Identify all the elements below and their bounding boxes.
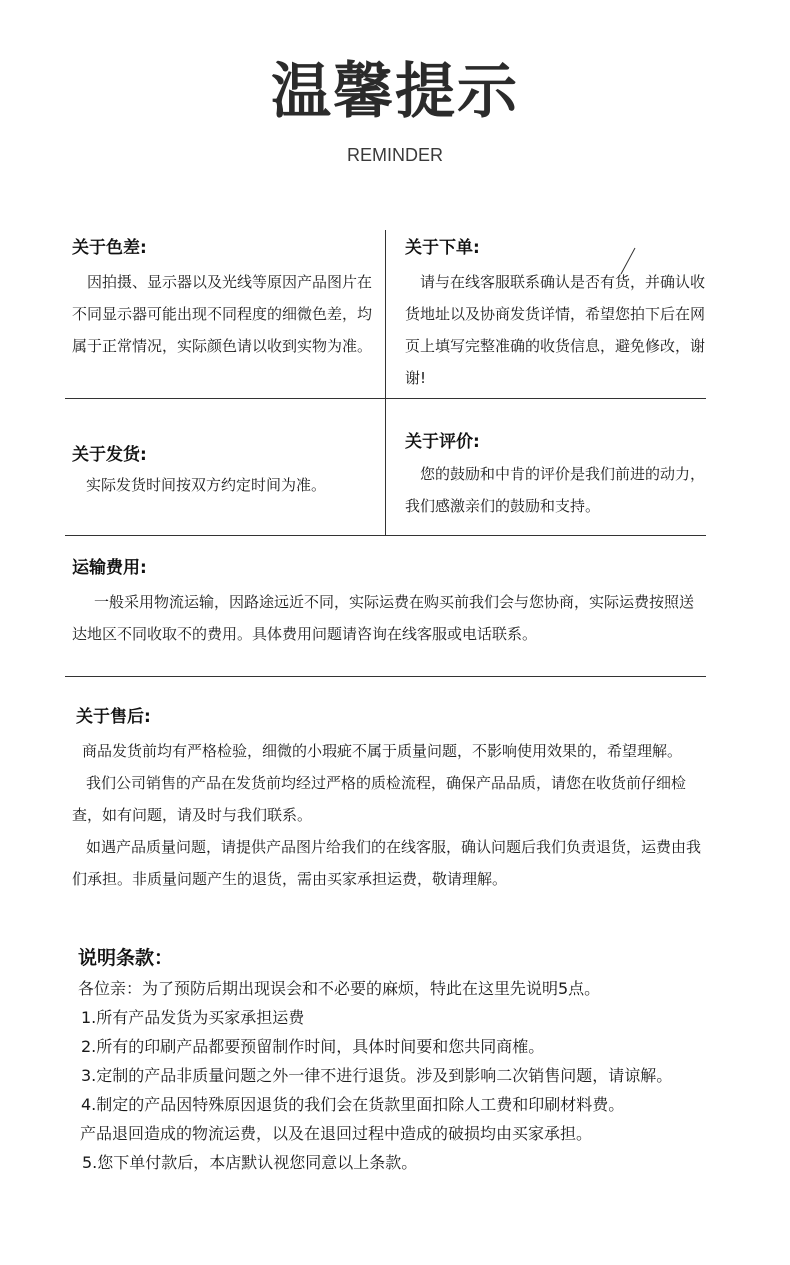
section-heading: 关于色差:	[72, 238, 147, 258]
page-title: 温馨提示	[271, 57, 519, 127]
terms-line: 各位亲：为了预防后期出现误会和不必要的麻烦，特此在这里先说明5点。	[78, 979, 601, 998]
grid-divider-vertical-top	[385, 230, 386, 398]
section-heading: 关于发货:	[72, 445, 147, 465]
terms-list	[78, 974, 768, 1177]
after-sales-paragraph: 商品发货前均有严格检验，细微的小瑕疵不属于质量问题，不影响使用效果的，希望理解。	[82, 742, 683, 760]
section-body: 实际发货时间按双方约定时间为准。	[86, 476, 327, 494]
section-heading: 关于售后:	[76, 707, 151, 727]
terms-line: 3.定制的产品非质量问题之外一律不进行退货。涉及到影响二次销售问题，请谅解。	[81, 1066, 673, 1085]
terms-line: 1.所有产品发货为买家承担运费	[81, 1008, 305, 1027]
section-heading: 说明条款：	[78, 947, 174, 969]
section-body: 请与在线客服联系确认是否有货，并确认收货地址以及协商发货详情，希望您拍下后在网页上填写完整准确的收货信息，避免修改，谢谢!	[405, 273, 706, 387]
after-sales-paragraph: 我们公司销售的产品在发货前均经过严格的质检流程，确保产品品质，请您在收货前仔细检查，如有问题，请及时与我们联系。	[72, 774, 687, 824]
terms-line: 5.您下单付款后，本店默认视您同意以上条款。	[82, 1153, 418, 1172]
page-subtitle: REMINDER	[346, 145, 443, 165]
terms-line: 4.制定的产品因特殊原因退货的我们会在货款里面扣除人工费和印刷材料费。	[81, 1095, 625, 1114]
terms-line: 产品退回造成的物流运费，以及在退回过程中造成的破损均由买家承担。	[80, 1124, 593, 1143]
section-body	[72, 735, 712, 895]
section-terms	[78, 946, 768, 1177]
section-review	[405, 430, 705, 522]
section-freight	[72, 556, 702, 650]
after-sales-paragraph: 如遇产品质量问题，请提供产品图片给我们的在线客服，确认问题后我们负责退货，运费由我们承担。非质量问题产生的退货，需由买家承担运费，敬请理解。	[72, 838, 702, 888]
grid-divider-horizontal-3	[65, 676, 706, 677]
section-body: 因拍摄、显示器以及光线等原因产品图片在不同显示器可能出现不同程度的细微色差，均属于正常情况，实际颜色请以收到实物为准。	[72, 273, 373, 355]
section-heading: 关于评价:	[405, 432, 480, 452]
section-shipping	[72, 443, 372, 501]
section-after-sales	[72, 705, 712, 895]
section-heading: 运输费用:	[72, 558, 147, 578]
grid-divider-vertical-bottom	[385, 398, 386, 535]
terms-line: 2.所有的印刷产品都要预留制作时间，具体时间要和您共同商榷。	[81, 1037, 545, 1056]
section-body: 您的鼓励和中肯的评价是我们前进的动力，我们感激亲们的鼓励和支持。	[405, 465, 706, 515]
section-body: 一般采用物流运输，因路途远近不同，实际运费在购买前我们会与您协商，实际运费按照送达地区不同收取不的费用。具体费用问题请咨询在线客服或电话联系。	[72, 593, 695, 643]
section-color-difference	[72, 236, 372, 362]
grid-divider-horizontal-2	[65, 535, 706, 536]
section-ordering	[405, 236, 705, 394]
section-heading: 关于下单:	[405, 238, 480, 258]
